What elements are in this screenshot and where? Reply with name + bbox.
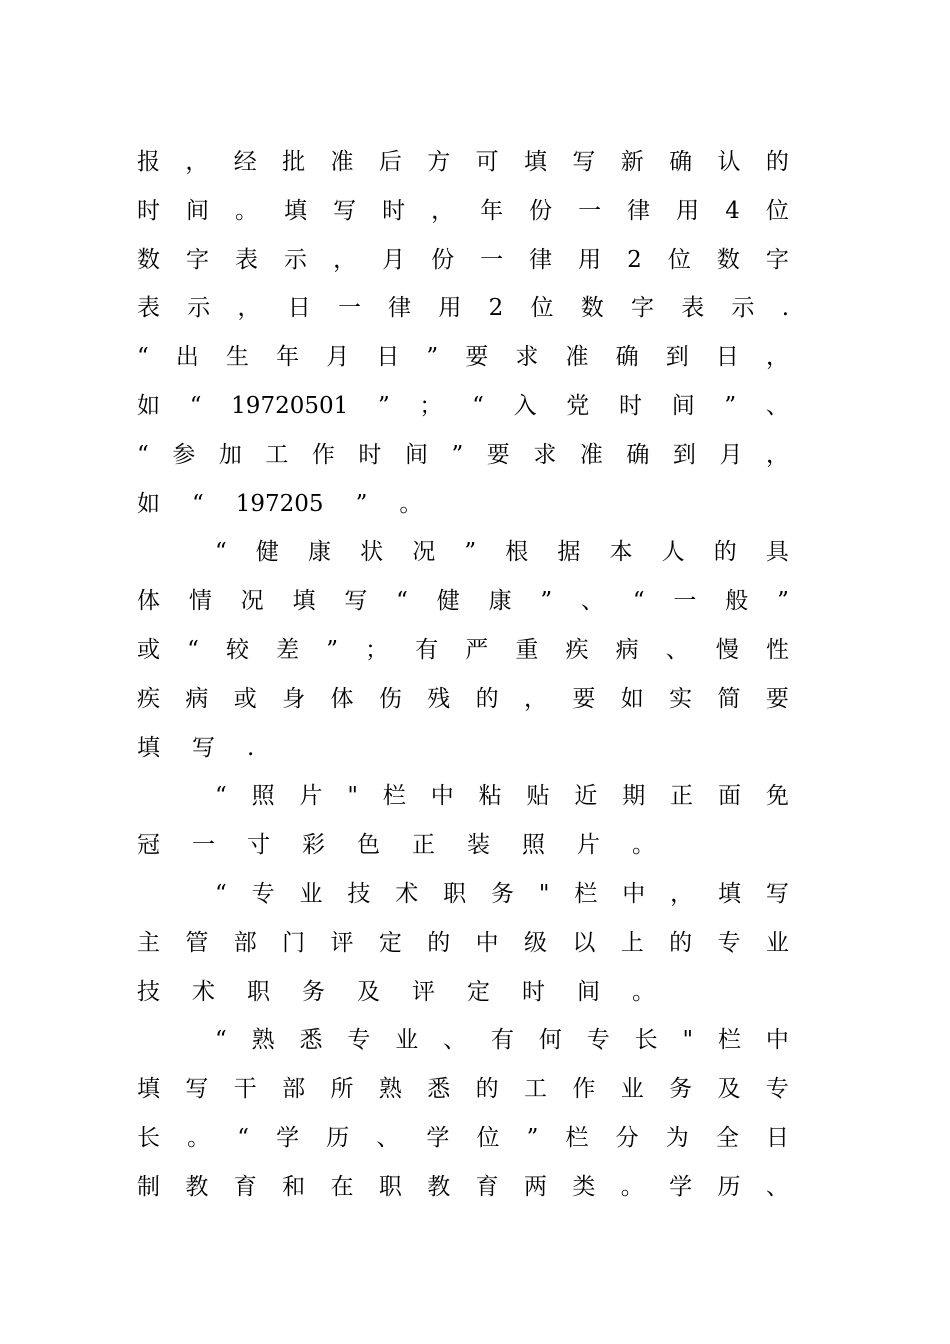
text-char: 生 bbox=[225, 344, 249, 371]
text-char: 的 bbox=[475, 1076, 499, 1103]
text-char: 确 bbox=[615, 344, 639, 371]
text-char: 或 bbox=[137, 636, 160, 663]
text-char: 填 bbox=[137, 734, 160, 761]
text-char: " bbox=[682, 1027, 694, 1054]
text-line bbox=[137, 821, 789, 870]
text-char: 业 bbox=[620, 1076, 644, 1103]
text-char: 康 bbox=[488, 588, 512, 615]
text-char: 、 bbox=[376, 1124, 400, 1151]
text-char: 日 bbox=[287, 295, 311, 322]
text-char: 准 bbox=[330, 149, 354, 175]
text-char: 时 bbox=[382, 197, 406, 224]
text-char: 参 bbox=[172, 441, 196, 468]
text-line bbox=[137, 1163, 789, 1212]
text-char: 填 bbox=[717, 880, 741, 907]
text-char: 中 bbox=[475, 929, 499, 956]
text-char: 间 bbox=[577, 978, 600, 1005]
text-char: 务 bbox=[491, 880, 515, 907]
text-line bbox=[137, 772, 789, 821]
text-char: 身 bbox=[282, 685, 306, 712]
text-char: 片 bbox=[577, 832, 600, 859]
text-char: 党 bbox=[566, 392, 590, 419]
text-char: 技 bbox=[347, 880, 371, 907]
text-char: ， bbox=[765, 344, 789, 371]
text-char: 要 bbox=[486, 441, 510, 468]
text-char: ， bbox=[333, 246, 357, 273]
text-char: 分 bbox=[615, 1124, 639, 1151]
text-char: 学 bbox=[669, 1173, 693, 1200]
text-char: 一 bbox=[480, 246, 504, 273]
text-char: 全 bbox=[715, 1124, 739, 1151]
text-char: 病 bbox=[615, 636, 639, 663]
text-char: 部 bbox=[233, 929, 257, 956]
text-char: 如 bbox=[137, 392, 160, 419]
text-char: 份 bbox=[431, 246, 455, 273]
text-char: 律 bbox=[627, 197, 651, 224]
text-char: 写 bbox=[572, 149, 596, 175]
text-char: 务 bbox=[669, 1076, 693, 1103]
text-char: 职 bbox=[443, 880, 467, 907]
text-char: 差 bbox=[276, 636, 300, 663]
text-char: 干 bbox=[233, 1076, 257, 1103]
text-char: 专 bbox=[717, 929, 741, 956]
text-char: 报 bbox=[137, 149, 160, 175]
text-char: 和 bbox=[282, 1173, 306, 1200]
text-char: 示 bbox=[731, 295, 755, 322]
text-line bbox=[137, 1114, 789, 1163]
text-char: 位 bbox=[765, 197, 789, 224]
text-char: . bbox=[247, 734, 255, 761]
text-char: 粘 bbox=[478, 783, 502, 810]
text-char: ， bbox=[185, 149, 209, 175]
text-char: 根 bbox=[505, 539, 529, 566]
text-char: ” bbox=[451, 441, 464, 468]
text-char: 面 bbox=[717, 783, 741, 810]
text-char: 业 bbox=[395, 1027, 419, 1054]
text-char: 据 bbox=[557, 539, 581, 566]
text-char: “ bbox=[192, 490, 204, 517]
text-char: ， bbox=[765, 441, 789, 468]
text-char: 本 bbox=[609, 539, 633, 566]
text-char: 疾 bbox=[565, 636, 589, 663]
text-char: “ bbox=[632, 588, 645, 615]
text-char: ” bbox=[724, 392, 737, 419]
text-char: 健 bbox=[255, 539, 279, 566]
text-char: “ bbox=[189, 392, 202, 419]
text-char: 4 bbox=[725, 197, 740, 224]
text-char: 数 bbox=[580, 295, 604, 322]
text-char: “ bbox=[215, 783, 227, 810]
text-char: 栏 bbox=[565, 1124, 589, 1151]
text-char: 专 bbox=[586, 1027, 610, 1054]
text-char: 术 bbox=[395, 880, 419, 907]
text-char: 疾 bbox=[137, 685, 160, 712]
text-char: 填 bbox=[284, 197, 308, 224]
text-char: 入 bbox=[513, 392, 537, 419]
text-char: 字 bbox=[630, 295, 654, 322]
text-char: 年 bbox=[480, 197, 504, 224]
text-line bbox=[137, 919, 789, 968]
text-char: 历 bbox=[717, 1173, 741, 1200]
text-char: 片 bbox=[299, 783, 323, 810]
text-char: 学 bbox=[276, 1124, 300, 1151]
text-char: 的 bbox=[475, 685, 499, 712]
text-char: 工 bbox=[265, 441, 289, 468]
text-char: 加 bbox=[218, 441, 242, 468]
text-char: 业 bbox=[765, 929, 789, 956]
text-char: 。 bbox=[235, 197, 259, 224]
text-char: 认 bbox=[717, 149, 741, 175]
text-char: 务 bbox=[302, 978, 325, 1005]
text-char: 育 bbox=[233, 1173, 257, 1200]
text-char: 新 bbox=[620, 149, 644, 175]
text-char: ” bbox=[426, 344, 439, 371]
text-char: 长 bbox=[137, 1124, 160, 1151]
text-char: 2 bbox=[488, 295, 504, 322]
text-char: ” bbox=[540, 588, 553, 615]
text-char: 一 bbox=[673, 588, 697, 615]
text-char: 实 bbox=[669, 685, 693, 712]
text-char: 评 bbox=[412, 978, 435, 1005]
text-char: 免 bbox=[765, 783, 789, 810]
text-char: 重 bbox=[515, 636, 539, 663]
text-char: 位 bbox=[667, 246, 691, 273]
text-char: 所 bbox=[330, 1076, 354, 1103]
text-char: 业 bbox=[299, 880, 323, 907]
text-char: 律 bbox=[388, 295, 412, 322]
text-char: 术 bbox=[192, 978, 215, 1005]
text-char: 用 bbox=[578, 246, 602, 273]
text-char: 熟 bbox=[251, 1027, 275, 1054]
text-char: 一 bbox=[337, 295, 361, 322]
text-char: 间 bbox=[404, 441, 428, 468]
body-text bbox=[137, 138, 797, 1212]
text-char: 。 bbox=[620, 1173, 644, 1200]
text-char: 、 bbox=[765, 392, 789, 419]
text-line bbox=[137, 528, 789, 577]
text-char: 在 bbox=[330, 1173, 354, 1200]
text-char: ， bbox=[670, 880, 694, 907]
text-line bbox=[137, 333, 789, 382]
text-char: 字 bbox=[765, 246, 789, 273]
text-char: 表 bbox=[137, 295, 160, 322]
text-char: 时 bbox=[522, 978, 545, 1005]
text-char: 寸 bbox=[247, 832, 270, 859]
text-char: 数 bbox=[137, 246, 160, 273]
text-char: 制 bbox=[137, 1173, 160, 1200]
text-char: 彩 bbox=[302, 832, 325, 859]
text-char: 康 bbox=[308, 539, 332, 566]
text-line bbox=[137, 138, 789, 187]
text-char: 主 bbox=[137, 929, 160, 956]
text-char: 写 bbox=[765, 880, 789, 907]
text-char: 一 bbox=[192, 832, 215, 859]
text-char: 用 bbox=[438, 295, 462, 322]
text-char: 较 bbox=[225, 636, 249, 663]
text-char: “ bbox=[396, 588, 408, 615]
text-char: 作 bbox=[572, 1076, 596, 1103]
text-char: 位 bbox=[476, 1124, 500, 1151]
text-char: 时 bbox=[137, 197, 160, 224]
text-char: 以 bbox=[572, 929, 596, 956]
text-char: 教 bbox=[185, 1173, 209, 1200]
text-char: ； bbox=[419, 392, 443, 419]
text-char: 一 bbox=[578, 197, 602, 224]
text-char: 伤 bbox=[378, 685, 402, 712]
text-char: 字 bbox=[186, 246, 210, 273]
text-char: 后 bbox=[378, 149, 402, 175]
text-char: 类 bbox=[572, 1173, 596, 1200]
text-char: 月 bbox=[719, 441, 743, 468]
text-char: 的 bbox=[713, 539, 737, 566]
text-char: 门 bbox=[282, 929, 306, 956]
text-char: 写 bbox=[185, 1076, 209, 1103]
text-char: 方 bbox=[427, 149, 451, 175]
text-char: 准 bbox=[579, 441, 603, 468]
text-char: ； bbox=[365, 636, 389, 663]
text-char: 写 bbox=[333, 197, 357, 224]
text-char: 表 bbox=[235, 246, 259, 273]
text-char: 年 bbox=[276, 344, 300, 371]
text-char: 栏 bbox=[574, 880, 598, 907]
text-char: 求 bbox=[515, 344, 539, 371]
text-char: 、 bbox=[580, 588, 604, 615]
text-char: 评 bbox=[330, 929, 354, 956]
text-char: 期 bbox=[622, 783, 646, 810]
text-char: 贴 bbox=[526, 783, 550, 810]
text-char: 历 bbox=[326, 1124, 350, 1151]
text-char: 或 bbox=[233, 685, 257, 712]
text-char: 填 bbox=[292, 588, 316, 615]
text-line bbox=[137, 968, 789, 1017]
text-char: 熟 bbox=[378, 1076, 402, 1103]
text-line bbox=[137, 724, 789, 773]
text-char: “ bbox=[187, 636, 199, 663]
text-char: ， bbox=[431, 197, 455, 224]
text-char: “ bbox=[237, 1124, 249, 1151]
text-char: 写 bbox=[192, 734, 215, 761]
text-char: 体 bbox=[137, 588, 160, 615]
text-char: ， bbox=[524, 685, 547, 712]
text-char: 悉 bbox=[427, 1076, 451, 1103]
text-line bbox=[137, 480, 789, 529]
text-char: 专 bbox=[347, 1027, 371, 1054]
text-line bbox=[137, 431, 789, 480]
text-char: 级 bbox=[524, 929, 547, 956]
text-char: 残 bbox=[427, 685, 451, 712]
text-char: 数 bbox=[716, 246, 740, 273]
text-char: “ bbox=[137, 344, 149, 371]
text-char: 专 bbox=[251, 880, 275, 907]
text-char: 如 bbox=[620, 685, 644, 712]
text-char: “ bbox=[215, 539, 227, 566]
text-char: 照 bbox=[251, 783, 275, 810]
text-char: 间 bbox=[671, 392, 695, 419]
text-char: 悉 bbox=[299, 1027, 323, 1054]
text-line bbox=[137, 236, 789, 285]
text-char: 律 bbox=[529, 246, 553, 273]
text-char: 示 bbox=[187, 295, 211, 322]
text-char: 求 bbox=[533, 441, 557, 468]
text-char: 栏 bbox=[382, 783, 406, 810]
text-char: 健 bbox=[436, 588, 460, 615]
text-char: 批 bbox=[282, 149, 306, 175]
text-char: 部 bbox=[282, 1076, 306, 1103]
text-char: 可 bbox=[475, 149, 499, 175]
text-char: 及 bbox=[357, 978, 380, 1005]
text-char: 职 bbox=[378, 1173, 402, 1200]
text-char: 到 bbox=[672, 441, 696, 468]
text-char: 表 bbox=[681, 295, 705, 322]
text-char: 装 bbox=[467, 832, 490, 859]
text-char: 上 bbox=[620, 929, 644, 956]
text-char: 教 bbox=[427, 1173, 451, 1200]
text-char: 示 bbox=[284, 246, 308, 273]
text-char: ” bbox=[377, 392, 390, 419]
text-char: “ bbox=[472, 392, 484, 419]
text-char: 两 bbox=[524, 1173, 547, 1200]
text-char: 定 bbox=[467, 978, 490, 1005]
text-char: 及 bbox=[717, 1076, 741, 1103]
text-char: 作 bbox=[311, 441, 335, 468]
text-char: 中 bbox=[430, 783, 454, 810]
text-char: 月 bbox=[326, 344, 350, 371]
text-char: 栏 bbox=[717, 1027, 741, 1054]
text-char: ， bbox=[237, 295, 261, 322]
text-char: 学 bbox=[426, 1124, 450, 1151]
text-char: 况 bbox=[412, 539, 436, 566]
text-char: 何 bbox=[538, 1027, 562, 1054]
text-char: 人 bbox=[661, 539, 685, 566]
text-char: ” bbox=[326, 636, 338, 663]
text-char: 有 bbox=[491, 1027, 515, 1054]
text-line bbox=[137, 626, 789, 675]
text-char: 专 bbox=[765, 1076, 789, 1103]
text-char: " bbox=[347, 783, 358, 810]
text-char: 具 bbox=[765, 539, 789, 566]
text-char: 严 bbox=[465, 636, 489, 663]
text-char: 时 bbox=[619, 392, 642, 419]
text-char: 要 bbox=[765, 685, 789, 712]
text-char: ” bbox=[526, 1124, 539, 1151]
text-char: 时 bbox=[358, 441, 382, 468]
text-char: 情 bbox=[188, 588, 212, 615]
text-char: . bbox=[781, 295, 789, 322]
text-char: 要 bbox=[572, 685, 596, 712]
text-line bbox=[137, 577, 789, 626]
text-char: ” bbox=[777, 588, 789, 615]
text-char: 况 bbox=[240, 588, 264, 615]
text-char: 。 bbox=[632, 832, 655, 859]
text-char: 慢 bbox=[715, 636, 739, 663]
text-char: 有 bbox=[415, 636, 439, 663]
text-char: 照 bbox=[522, 832, 545, 859]
text-char: 中 bbox=[765, 1027, 789, 1054]
text-char: 的 bbox=[427, 929, 451, 956]
text-char: 的 bbox=[669, 929, 693, 956]
text-char: 要 bbox=[465, 344, 489, 371]
text-char: 近 bbox=[574, 783, 598, 810]
text-char: 确 bbox=[669, 149, 693, 175]
text-char: 技 bbox=[137, 978, 160, 1005]
text-line bbox=[137, 382, 789, 431]
text-char: 为 bbox=[665, 1124, 689, 1151]
text-char: 性 bbox=[765, 636, 789, 663]
text-char: 日 bbox=[376, 344, 400, 371]
text-char: 用 bbox=[676, 197, 700, 224]
text-char: 。 bbox=[399, 490, 423, 517]
text-char: 。 bbox=[187, 1124, 211, 1151]
text-line bbox=[137, 870, 789, 919]
text-char: 日 bbox=[715, 344, 739, 371]
text-char: " bbox=[538, 880, 550, 907]
text-char: 日 bbox=[765, 1124, 789, 1151]
text-char: 正 bbox=[412, 832, 435, 859]
text-char: 2 bbox=[627, 246, 642, 273]
text-char: 准 bbox=[565, 344, 589, 371]
text-char: 写 bbox=[344, 588, 368, 615]
text-char: “ bbox=[215, 1027, 227, 1054]
text-line bbox=[137, 1016, 789, 1065]
text-char: 到 bbox=[665, 344, 689, 371]
text-char: 育 bbox=[475, 1173, 499, 1200]
text-char: 、 bbox=[665, 636, 689, 663]
text-char: 位 bbox=[530, 295, 554, 322]
text-char: 职 bbox=[247, 978, 270, 1005]
text-char: 长 bbox=[634, 1027, 658, 1054]
text-char: 色 bbox=[357, 832, 380, 859]
text-line bbox=[137, 187, 789, 236]
text-line bbox=[137, 284, 789, 333]
text-char: 经 bbox=[233, 149, 257, 175]
text-char: “ bbox=[215, 880, 227, 907]
text-char: 的 bbox=[765, 149, 789, 175]
text-char: 定 bbox=[378, 929, 402, 956]
text-char: 间 bbox=[186, 197, 210, 224]
text-char: 、 bbox=[765, 1173, 789, 1200]
text-char: 冠 bbox=[137, 832, 160, 859]
text-char: 19720501 bbox=[231, 392, 349, 419]
text-char: 。 bbox=[632, 978, 655, 1005]
text-char: ” bbox=[464, 539, 477, 566]
text-char: 中 bbox=[622, 880, 646, 907]
text-char: 出 bbox=[175, 344, 199, 371]
text-char: 工 bbox=[524, 1076, 547, 1103]
text-char: 填 bbox=[524, 149, 547, 175]
text-char: 确 bbox=[626, 441, 650, 468]
text-char: 简 bbox=[717, 685, 741, 712]
text-char: 月 bbox=[382, 246, 406, 273]
text-char: 份 bbox=[529, 197, 553, 224]
text-char: ” bbox=[355, 490, 368, 517]
text-line bbox=[137, 675, 789, 724]
text-char: 填 bbox=[137, 1076, 160, 1103]
text-char: 般 bbox=[725, 588, 749, 615]
text-char: 体 bbox=[330, 685, 354, 712]
text-line bbox=[137, 1065, 789, 1114]
text-char: 管 bbox=[185, 929, 209, 956]
text-char: 病 bbox=[185, 685, 209, 712]
text-char: 如 bbox=[137, 490, 160, 517]
text-char: 197205 bbox=[235, 490, 324, 517]
text-char: “ bbox=[137, 441, 149, 468]
text-char: 正 bbox=[670, 783, 694, 810]
text-char: 、 bbox=[443, 1027, 467, 1054]
text-char: 状 bbox=[360, 539, 384, 566]
